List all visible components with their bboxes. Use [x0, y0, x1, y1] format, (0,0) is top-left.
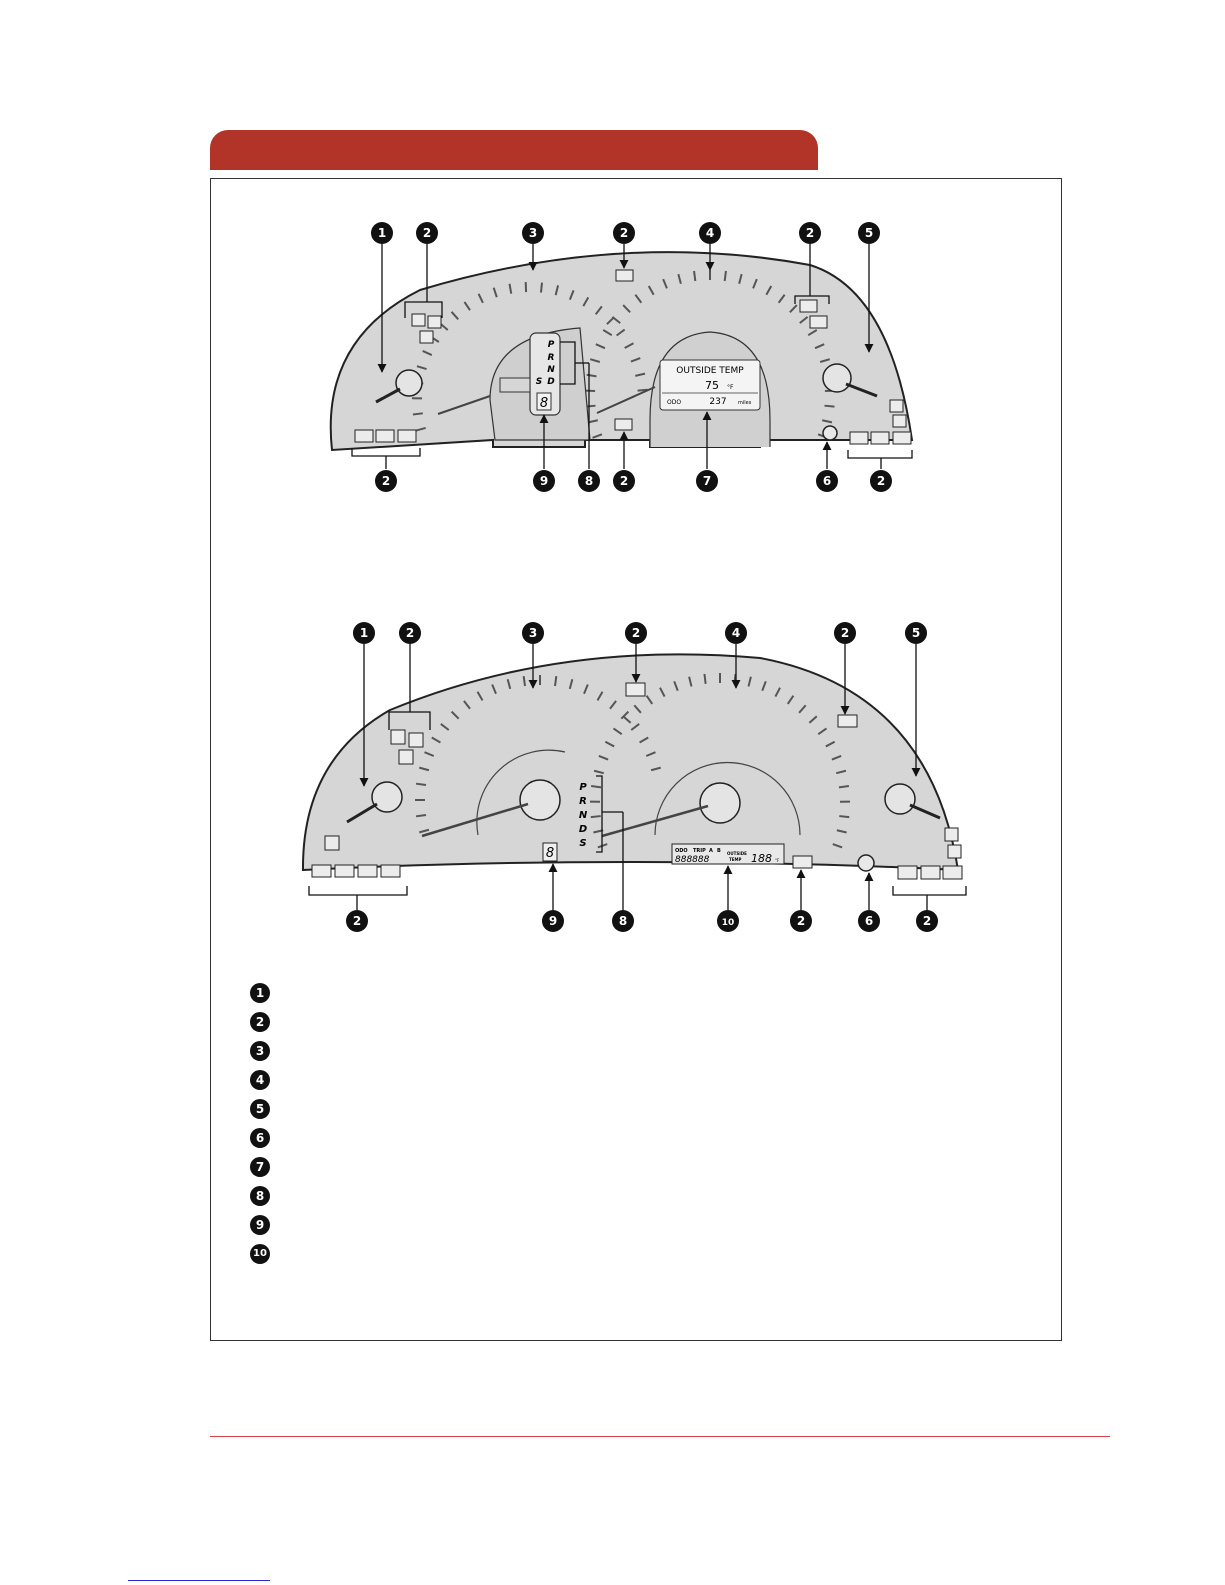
legend-item: [250, 1210, 270, 1239]
speedometer-hub-b: [520, 780, 560, 820]
legend-number-9: 9: [250, 1215, 270, 1235]
callout-number: 2: [405, 626, 415, 640]
gauge-tick: [839, 816, 849, 817]
lcd-b: B: [717, 848, 721, 854]
gauge-tick: [825, 406, 835, 407]
callout-number: 7: [702, 474, 712, 488]
callout-number: 5: [911, 626, 921, 640]
display-odo-label: ODO: [667, 399, 682, 406]
legend-number-5: 5: [250, 1099, 270, 1119]
gear-letter-n: N: [547, 365, 555, 375]
display-temp: 75: [705, 379, 719, 392]
callout-number: 6: [864, 914, 874, 928]
gear-letter-n-b: N: [578, 810, 588, 821]
gauge-tick: [591, 816, 601, 817]
display-title: OUTSIDE TEMP: [676, 366, 744, 376]
callout-number: 2: [796, 914, 806, 928]
callout-number: 4: [731, 626, 741, 640]
gauge-tick: [416, 784, 426, 785]
lcd-a: A: [709, 848, 713, 854]
legend-number-1: 1: [250, 983, 270, 1003]
tachometer-hub-b: [700, 783, 740, 823]
legend-item: [250, 1123, 270, 1152]
legend-item: [250, 1036, 270, 1065]
callout-number: 2: [619, 474, 629, 488]
lcd-temp-digits: 188: [751, 852, 772, 865]
gear-letter-r: R: [547, 353, 555, 363]
cluster-b: [303, 622, 966, 932]
callout-number: 8: [584, 474, 594, 488]
gauge-tick: [541, 283, 542, 293]
trip-reset-knob-a[interactable]: [823, 426, 837, 440]
legend-item: [250, 978, 270, 1007]
footer-link-underline[interactable]: [128, 1580, 270, 1581]
gauge-tick: [704, 674, 705, 684]
legend-item: [250, 1007, 270, 1036]
legend-number-4: 4: [250, 1070, 270, 1090]
cluster-a: [331, 222, 912, 492]
gear-digit: 8: [539, 396, 549, 411]
legend-number-2: 2: [250, 1012, 270, 1032]
callout-number: 2: [840, 626, 850, 640]
legend-number-7: 7: [250, 1157, 270, 1177]
fuel-gauge-a: [396, 370, 422, 396]
callout-number: 8: [618, 914, 628, 928]
gear-letter-d: D: [547, 377, 555, 387]
callout-number: 2: [631, 626, 641, 640]
lcd-outside: OUTSIDE: [727, 851, 747, 856]
gauge-tick: [413, 413, 423, 414]
fuel-gauge-b: [372, 782, 402, 812]
callout-number: 2: [381, 474, 391, 488]
gauge-tick: [591, 786, 601, 787]
legend-item: [250, 1181, 270, 1210]
gauge-tick: [524, 676, 525, 686]
display-odo-unit: miles: [738, 400, 752, 406]
gear-letter-s-b: S: [579, 838, 587, 849]
legend-item: [250, 1065, 270, 1094]
gear-letter-d-b: D: [578, 824, 588, 835]
gear-letter-s: S: [535, 377, 543, 387]
callout-number: 1: [377, 226, 387, 240]
callout-number: 1: [359, 626, 369, 640]
lcd-temp-unit: °F: [775, 858, 780, 863]
lcd-segments: 888888: [675, 855, 710, 865]
callout-number: 4: [705, 226, 715, 240]
gauge-tick: [725, 271, 726, 281]
legend-number-8: 8: [250, 1186, 270, 1206]
display-temp-unit: °F: [727, 384, 734, 391]
legend-number-3: 3: [250, 1041, 270, 1061]
temp-gauge-a: [823, 364, 851, 392]
callout-number: 2: [805, 226, 815, 240]
callout-legend: [250, 978, 270, 1268]
gauge-tick: [416, 815, 426, 816]
lcd-trip: TRIP: [693, 848, 706, 854]
footer-rule: [210, 1436, 1110, 1437]
gauge-tick: [839, 786, 849, 787]
temp-gauge-b: [885, 784, 915, 814]
callout-number: 6: [822, 474, 832, 488]
gear-letter-r-b: R: [579, 796, 587, 807]
gauge-tick: [694, 271, 695, 281]
callout-number: 2: [422, 226, 432, 240]
gear-digit-b: 8: [545, 846, 555, 861]
legend-item: [250, 1239, 270, 1268]
callout-number: 3: [528, 226, 538, 240]
gear-letter-p-b: P: [579, 782, 587, 793]
callout-number: 2: [619, 226, 629, 240]
legend-item: [250, 1094, 270, 1123]
legend-number-6: 6: [250, 1128, 270, 1148]
callout-number: 9: [548, 914, 558, 928]
gear-bracket: [500, 378, 530, 392]
trip-reset-knob-b[interactable]: [858, 855, 874, 871]
callout-number: 2: [352, 914, 362, 928]
legend-number-10: 10: [250, 1244, 270, 1264]
display-odo-value: 237: [709, 397, 727, 407]
lcd-odo: ODO: [675, 848, 688, 854]
gear-letter-p: P: [547, 340, 555, 350]
legend-item: [250, 1152, 270, 1181]
callout-number: 5: [864, 226, 874, 240]
callout-number: 2: [922, 914, 932, 928]
callout-number: 9: [539, 474, 549, 488]
lcd-temp: TEMP: [729, 857, 742, 862]
callout-number: 10: [721, 918, 735, 928]
callout-number: 2: [876, 474, 886, 488]
gauge-tick: [555, 676, 556, 686]
callout-number: 3: [528, 626, 538, 640]
